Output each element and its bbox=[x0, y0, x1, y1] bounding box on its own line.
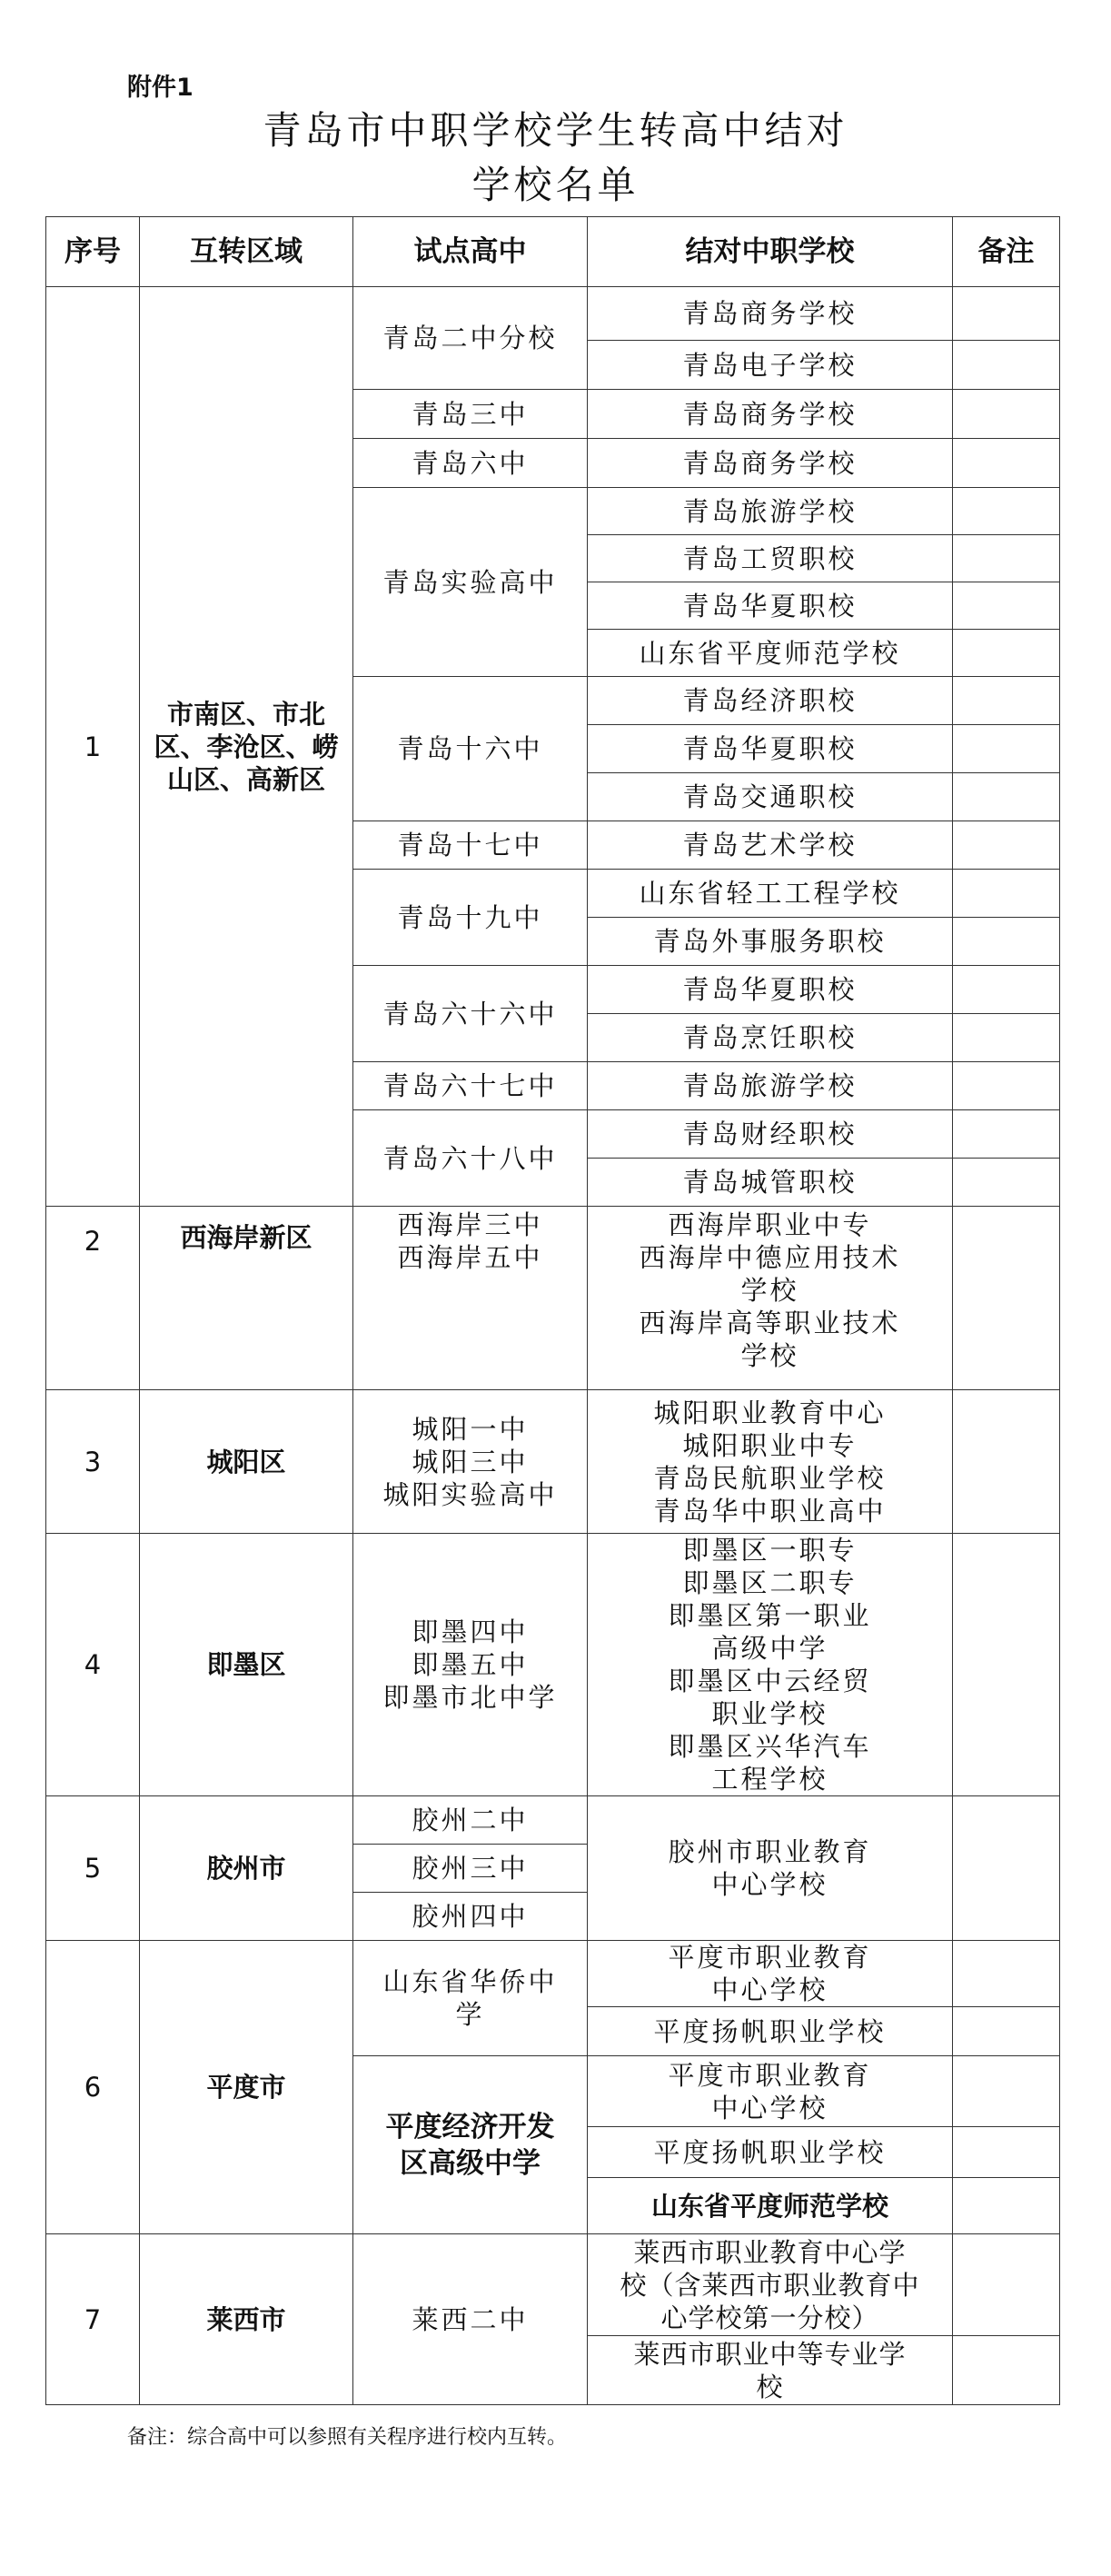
header-vocational-school: 结对中职学校 bbox=[588, 217, 953, 287]
high-school-cell: 青岛十七中 bbox=[353, 821, 588, 870]
vocational-line: 青岛民航职业学校 bbox=[653, 1462, 887, 1494]
remark-cell bbox=[953, 2007, 1060, 2056]
high-school-cell bbox=[353, 1941, 588, 2056]
table-header-row bbox=[46, 217, 1060, 287]
table-row bbox=[46, 2234, 1060, 2336]
region-cell: 市南区、市北区、李沧区、崂山区、高新区 bbox=[140, 287, 353, 1207]
vocational-line: 西海岸中德应用技术 bbox=[639, 1242, 901, 1273]
remark-cell bbox=[953, 582, 1060, 630]
vocational-line: 西海岸高等职业技术 bbox=[639, 1308, 901, 1338]
header-remark: 备注 bbox=[953, 217, 1060, 287]
vocational-school-cell: 青岛艺术学校 bbox=[588, 821, 953, 870]
vocational-line: 即墨区二职专 bbox=[682, 1567, 858, 1598]
vocational-line: 中心学校 bbox=[711, 1869, 828, 1900]
vocational-school-cell: 青岛城管职校 bbox=[588, 1159, 953, 1207]
remark-cell bbox=[953, 2336, 1060, 2405]
high-school-cell bbox=[353, 1207, 588, 1390]
vocational-line: 平度市职业教育 bbox=[668, 1942, 872, 1973]
high-school-cell: 青岛六十七中 bbox=[353, 1062, 588, 1110]
remark-cell bbox=[953, 1014, 1060, 1062]
vocational-school-cell bbox=[588, 2336, 953, 2405]
high-school-cell: 青岛实验高中 bbox=[353, 488, 588, 677]
high-school-cell: 青岛十六中 bbox=[353, 677, 588, 821]
remark-cell bbox=[953, 966, 1060, 1014]
vocational-school-cell: 青岛商务学校 bbox=[588, 287, 953, 341]
vocational-line: 工程学校 bbox=[711, 1764, 828, 1795]
vocational-school-cell: 青岛旅游学校 bbox=[588, 488, 953, 535]
row-index: 7 bbox=[46, 2234, 140, 2405]
table-row bbox=[46, 1390, 1060, 1534]
high-school-line: 城阳实验高中 bbox=[382, 1478, 558, 1510]
vocational-school-cell: 平度扬帆职业学校 bbox=[588, 2007, 953, 2056]
high-school-cell: 胶州二中 bbox=[353, 1796, 588, 1845]
vocational-school-cell: 青岛外事服务职校 bbox=[588, 918, 953, 966]
high-school-line: 即墨五中 bbox=[412, 1649, 529, 1680]
remark-cell bbox=[953, 287, 1060, 341]
high-school-cell: 青岛三中 bbox=[353, 390, 588, 439]
remark-cell bbox=[953, 1062, 1060, 1110]
footnote: 备注：综合高中可以参照有关程序进行校内互转。 bbox=[127, 2426, 568, 2449]
school-pairing-table bbox=[45, 216, 1060, 2405]
vocational-line: 城阳职业中专 bbox=[682, 1429, 858, 1461]
remark-cell bbox=[953, 1110, 1060, 1159]
table-row bbox=[46, 1796, 1060, 1845]
vocational-school-cell bbox=[588, 2234, 953, 2336]
region-cell: 西海岸新区 bbox=[140, 1207, 353, 1390]
high-school-line: 西海岸三中 bbox=[397, 1209, 543, 1240]
remark-cell bbox=[953, 1796, 1060, 1941]
high-school-cell bbox=[353, 1390, 588, 1534]
remark-cell bbox=[953, 2056, 1060, 2127]
high-school-cell: 青岛十九中 bbox=[353, 870, 588, 966]
high-school-cell: 青岛六十八中 bbox=[353, 1110, 588, 1207]
vocational-school-cell: 青岛华夏职校 bbox=[588, 582, 953, 630]
high-school-cell bbox=[353, 1534, 588, 1796]
vocational-school-cell bbox=[588, 1534, 953, 1796]
vocational-line: 校（含莱西市职业教育中 bbox=[620, 2269, 920, 2301]
document-title-line2: 学校名单 bbox=[471, 163, 640, 207]
high-school-line: 学 bbox=[455, 1999, 485, 2030]
high-school-line: 山东省华侨中 bbox=[382, 1966, 558, 1997]
region-cell: 胶州市 bbox=[140, 1796, 353, 1941]
vocational-school-cell: 青岛旅游学校 bbox=[588, 1062, 953, 1110]
high-school-line: 即墨四中 bbox=[412, 1616, 529, 1647]
vocational-line: 即墨区兴华汽车 bbox=[668, 1731, 872, 1762]
vocational-school-cell bbox=[588, 2056, 953, 2127]
attachment-label: 附件1 bbox=[127, 74, 193, 102]
vocational-school-cell: 平度扬帆职业学校 bbox=[588, 2127, 953, 2178]
high-school-line: 城阳三中 bbox=[412, 1446, 529, 1477]
vocational-school-cell bbox=[588, 1941, 953, 2007]
high-school-cell: 青岛六中 bbox=[353, 439, 588, 488]
vocational-school-cell: 青岛商务学校 bbox=[588, 390, 953, 439]
remark-cell bbox=[953, 1534, 1060, 1796]
region-cell: 即墨区 bbox=[140, 1534, 353, 1796]
region-cell: 城阳区 bbox=[140, 1390, 353, 1534]
vocational-line: 即墨区一职专 bbox=[682, 1535, 858, 1566]
vocational-line: 莱西市职业中等专业学 bbox=[633, 2338, 907, 2370]
remark-cell bbox=[953, 488, 1060, 535]
row-index: 2 bbox=[46, 1207, 140, 1390]
remark-cell bbox=[953, 341, 1060, 390]
high-school-cell: 胶州三中 bbox=[353, 1845, 588, 1893]
vocational-line: 校 bbox=[756, 2371, 784, 2402]
region-cell: 莱西市 bbox=[140, 2234, 353, 2405]
vocational-school-cell bbox=[588, 1390, 953, 1534]
high-school-cell: 青岛六十六中 bbox=[353, 966, 588, 1062]
vocational-line: 即墨区第一职业 bbox=[668, 1600, 872, 1631]
remark-cell bbox=[953, 535, 1060, 582]
remark-cell bbox=[953, 677, 1060, 725]
vocational-line: 城阳职业教育中心 bbox=[653, 1397, 887, 1428]
remark-cell bbox=[953, 821, 1060, 870]
vocational-school-cell: 青岛经济职校 bbox=[588, 677, 953, 725]
high-school-cell: 青岛二中分校 bbox=[353, 287, 588, 390]
vocational-school-cell: 青岛电子学校 bbox=[588, 341, 953, 390]
remark-cell bbox=[953, 1207, 1060, 1390]
row-index: 4 bbox=[46, 1534, 140, 1796]
vocational-school-cell: 青岛商务学校 bbox=[588, 439, 953, 488]
table-row bbox=[46, 287, 1060, 341]
remark-cell bbox=[953, 2127, 1060, 2178]
vocational-school-cell: 山东省平度师范学校 bbox=[588, 2178, 953, 2234]
vocational-line: 学校 bbox=[740, 1275, 799, 1306]
remark-cell bbox=[953, 2234, 1060, 2336]
row-index: 5 bbox=[46, 1796, 140, 1941]
table-row bbox=[46, 1941, 1060, 2007]
vocational-school-cell: 青岛华夏职校 bbox=[588, 725, 953, 773]
remark-cell bbox=[953, 1941, 1060, 2007]
vocational-line: 学校 bbox=[740, 1340, 799, 1371]
vocational-school-cell: 山东省平度师范学校 bbox=[588, 630, 953, 677]
header-region: 互转区域 bbox=[140, 217, 353, 287]
remark-cell bbox=[953, 1390, 1060, 1534]
remark-cell bbox=[953, 918, 1060, 966]
row-index: 6 bbox=[46, 1941, 140, 2234]
high-school-line: 平度经济开发 bbox=[385, 2110, 555, 2143]
vocational-school-cell: 青岛华夏职校 bbox=[588, 966, 953, 1014]
high-school-cell: 莱西二中 bbox=[353, 2234, 588, 2405]
vocational-line: 中心学校 bbox=[711, 1974, 828, 2005]
row-index: 3 bbox=[46, 1390, 140, 1534]
remark-cell bbox=[953, 439, 1060, 488]
vocational-line: 高级中学 bbox=[711, 1633, 828, 1664]
table-row bbox=[46, 1207, 1060, 1390]
vocational-school-cell: 青岛财经职校 bbox=[588, 1110, 953, 1159]
header-high-school: 试点高中 bbox=[353, 217, 588, 287]
header-index: 序号 bbox=[46, 217, 140, 287]
document-title: 青岛市中职学校学生转高中结对 bbox=[263, 108, 848, 153]
vocational-school-cell: 青岛交通职校 bbox=[588, 773, 953, 821]
high-school-line: 即墨市北中学 bbox=[382, 1682, 558, 1713]
vocational-line: 胶州市职业教育 bbox=[668, 1836, 872, 1867]
region-cell: 平度市 bbox=[140, 1941, 353, 2234]
high-school-line: 西海岸五中 bbox=[397, 1242, 543, 1273]
remark-cell bbox=[953, 773, 1060, 821]
remark-cell bbox=[953, 725, 1060, 773]
high-school-cell: 胶州四中 bbox=[353, 1893, 588, 1941]
vocational-school-cell: 青岛工贸职校 bbox=[588, 535, 953, 582]
vocational-line: 青岛华中职业高中 bbox=[653, 1495, 887, 1527]
table-row bbox=[46, 1534, 1060, 1796]
remark-cell bbox=[953, 1159, 1060, 1207]
remark-cell bbox=[953, 2178, 1060, 2234]
vocational-line: 即墨区中云经贸 bbox=[668, 1666, 872, 1696]
vocational-line: 心学校第一分校） bbox=[660, 2302, 879, 2333]
remark-cell bbox=[953, 390, 1060, 439]
vocational-line: 职业学校 bbox=[711, 1698, 828, 1729]
high-school-line: 城阳一中 bbox=[412, 1413, 529, 1445]
vocational-line: 中心学校 bbox=[711, 2092, 828, 2123]
vocational-school-cell bbox=[588, 1207, 953, 1390]
vocational-school-cell bbox=[588, 1796, 953, 1941]
vocational-line: 西海岸职业中专 bbox=[668, 1209, 872, 1240]
row-index: 1 bbox=[46, 287, 140, 1207]
remark-cell bbox=[953, 870, 1060, 918]
vocational-line: 莱西市职业教育中心学 bbox=[633, 2236, 907, 2268]
vocational-school-cell: 青岛烹饪职校 bbox=[588, 1014, 953, 1062]
vocational-line: 平度市职业教育 bbox=[668, 2059, 872, 2091]
high-school-cell bbox=[353, 2056, 588, 2234]
vocational-school-cell: 山东省轻工工程学校 bbox=[588, 870, 953, 918]
high-school-line: 区高级中学 bbox=[400, 2146, 541, 2180]
remark-cell bbox=[953, 630, 1060, 677]
